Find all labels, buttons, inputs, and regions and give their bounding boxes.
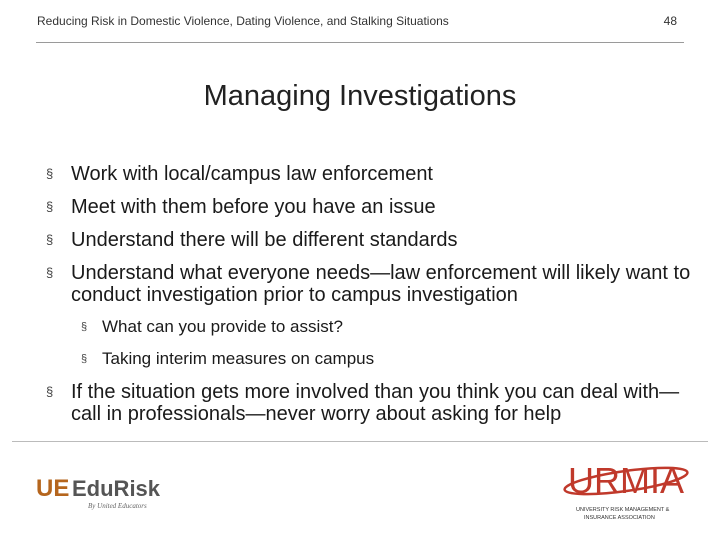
bullet-list [46,163,696,436]
bullet-text: Understand there will be different standards [71,229,458,251]
header-text: Reducing Risk in Domestic Violence, Dating Violence, and Stalking Situations [37,14,449,28]
bullet-text: Meet with them before you have an issue [71,196,436,218]
page-number: 48 [663,14,677,28]
bullet-item [46,381,696,425]
sub-bullet-marker: § [81,321,88,333]
bullet-marker: § [46,166,54,181]
bullet-text: Understand what everyone needs—law enforcement will likely want to conduct investigation prior to campus investigation [71,262,691,306]
bullet-marker: § [46,199,54,214]
urmia-name: URMIA [568,460,684,501]
sub-bullet-text: What can you provide to assist? [102,317,343,336]
urmia-logo [560,453,690,525]
footer-divider [12,441,708,442]
header-divider [36,42,684,43]
sub-bullet-text: Taking interim measures on campus [102,349,375,368]
bullet-marker: § [46,232,54,247]
sub-bullet-marker: § [81,353,88,365]
urmia-line1: UNIVERSITY RISK MANAGEMENT & [576,507,670,513]
sub-bullet-item [46,349,696,369]
edurisk-logo [36,472,166,512]
slide-title: Managing Investigations [203,80,517,112]
bullet-item [46,163,696,185]
bullet-text: Work with local/campus law enforcement [71,163,433,185]
bullet-marker: § [46,384,54,399]
bullet-item [46,229,696,251]
sub-bullet-item [46,317,696,337]
bullet-marker: § [46,265,54,280]
bullet-item [46,196,696,218]
urmia-line2: INSURANCE ASSOCIATION [584,515,655,521]
edurisk-mark: UE [36,475,70,502]
edurisk-tagline: By United Educators [88,502,147,510]
bullet-item [46,262,696,306]
edurisk-name: EduRisk [72,476,161,501]
bullet-text: If the situation gets more involved than you think you can deal with—call in professionals—never worry about asking for help [71,381,680,425]
